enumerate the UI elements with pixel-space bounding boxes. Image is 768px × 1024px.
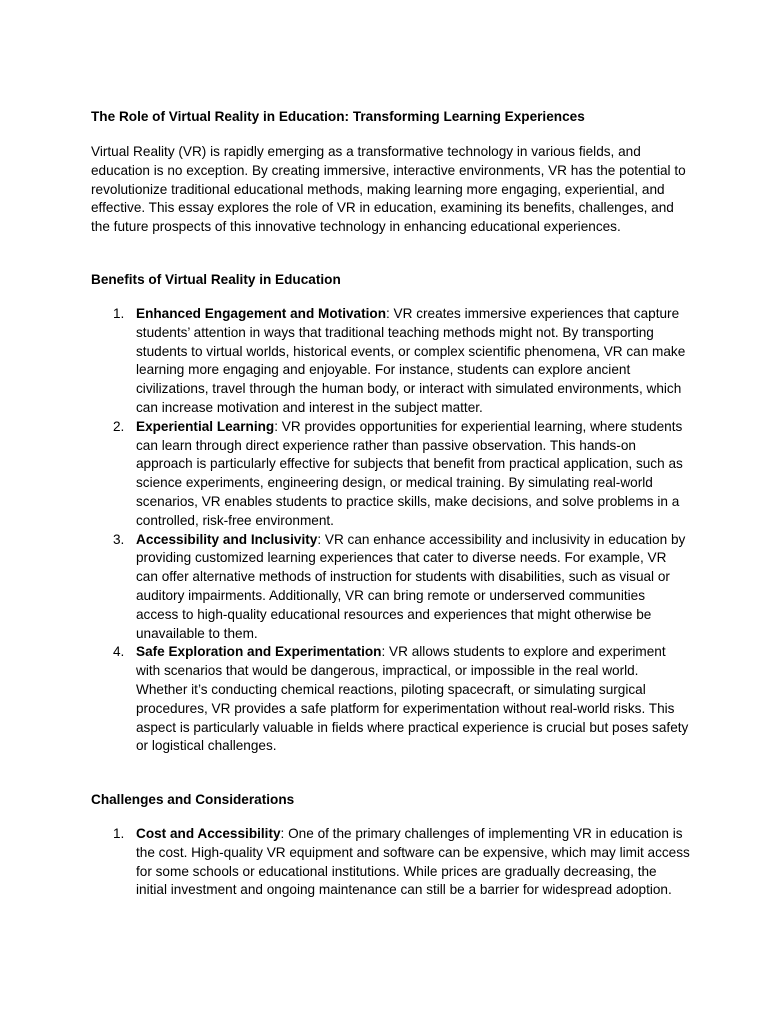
list-item-term: Safe Exploration and Experimentation bbox=[136, 644, 382, 660]
list-item-text: : VR allows students to explore and experiment with scenarios that would be dangerous, impractical, or impossible in the real world. Whether it’s conducting chemical reactions, piloting spacecraft, or simulating surgical procedures, VR provides a safe platform for experimentation without real-world risks. This aspect is particularly valuable in fields where practical experience is crucial but poses safety or logistical challenges. bbox=[136, 644, 689, 754]
list-item-number: 4. bbox=[113, 644, 125, 660]
list-item-text: : One of the primary challenges of implementing VR in education is the cost. High-quality VR equipment and software can be expensive, which may limit access for some schools or educational institutions. While prices are gradually decreasing, the initial investment and ongoing maintenance can still be a barrier for widespread adoption. bbox=[136, 826, 690, 898]
list-item-term: Experiential Learning bbox=[136, 418, 275, 434]
list-item-text: : VR can enhance accessibility and inclusivity in education by providing customized learning experiences that cater to diverse needs. For example, VR can offer alternative methods of instruction for students with disabilities, such as visual or auditory impairments. Additionally, VR can bring remote or underserved communities access to high-quality educational resources and experiences that might otherwise be unavailable to them. bbox=[136, 531, 686, 641]
section-heading-benefits: Benefits of Virtual Reality in Education bbox=[91, 272, 341, 287]
list-item-term: Enhanced Engagement and Motivation bbox=[136, 306, 386, 321]
list-item bbox=[91, 643, 691, 756]
list-item bbox=[91, 418, 691, 531]
document-title: The Role of Virtual Reality in Education: Transforming Learning Experiences bbox=[91, 109, 585, 124]
list-item-text: : VR creates immersive experiences that capture students’ attention in ways that traditional teaching methods might not. By transporting students to virtual worlds, historical events, or complex scientific phenomena, VR can make learning more engaging and enjoyable. For instance, students can explore ancient civilizations, travel through the human body, or interact with simulated environments, which can increase motivation and interest in the subject matter. bbox=[136, 306, 686, 415]
list-item bbox=[91, 531, 691, 644]
benefits-list bbox=[91, 305, 691, 756]
list-item-text: : VR provides opportunities for experiential learning, where students can learn through direct experience rather than passive observation. This hands-on approach is particularly effective for subjects that benefit from practical application, such as science experiments, engineering design, or medical training. By simulating real-world scenarios, VR enables students to practice skills, make decisions, and solve problems in a controlled, risk-free environment. bbox=[136, 418, 683, 528]
list-item-term: Cost and Accessibility bbox=[136, 826, 281, 841]
list-item-number: 2. bbox=[113, 418, 125, 434]
section-heading-challenges: Challenges and Considerations bbox=[91, 792, 295, 807]
challenges-list bbox=[91, 825, 691, 900]
intro-paragraph: Virtual Reality (VR) is rapidly emerging as a transformative technology in various fields, and education is no exception. By creating immersive, interactive environments, VR has the potential to revolutionize traditional educational methods, making learning more engaging, experiential, and effective. This essay explores the role of VR in education, examining its benefits, challenges, and the future prospects of this innovative technology in enhancing educational experiences. bbox=[91, 144, 686, 235]
list-item-number: 1. bbox=[113, 306, 125, 321]
list-item bbox=[91, 305, 691, 418]
list-item bbox=[91, 825, 691, 900]
list-item-term: Accessibility and Inclusivity bbox=[136, 531, 318, 547]
list-item-number: 3. bbox=[113, 531, 125, 547]
list-item-number: 1. bbox=[113, 826, 125, 841]
